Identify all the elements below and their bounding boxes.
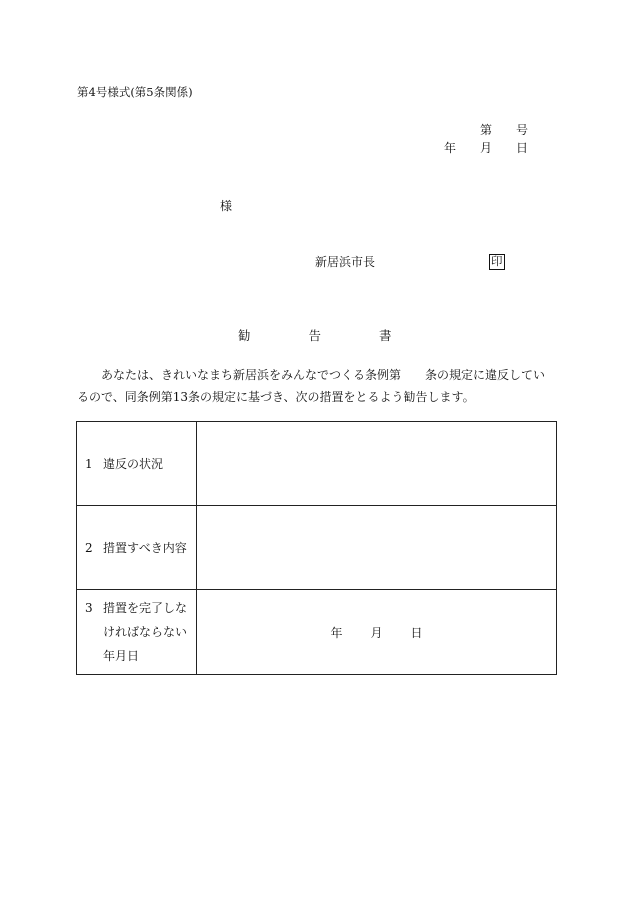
title-char-1: 勧 [238, 328, 251, 343]
date-day: 日 [516, 141, 529, 155]
row-label-cell [77, 506, 197, 590]
completion-deadline-field[interactable] [197, 590, 557, 675]
deadline-year: 年 [330, 625, 343, 640]
document-number-line [480, 124, 528, 136]
row-number: 2 [85, 540, 93, 555]
row-label-cell [77, 590, 197, 675]
body-part-2: 条の規定に違反しているので、同条例第13条の規定に基づき、次の措置をとるよう勧告します。 [77, 368, 546, 404]
violation-status-field[interactable] [197, 422, 557, 506]
row-number: 3 [85, 601, 93, 615]
issuer-name: 新居浜市長 [315, 255, 376, 269]
row-label-cell [77, 422, 197, 506]
row-label-line: 年月日 [103, 649, 140, 663]
table-row [77, 506, 557, 590]
row-number: 1 [85, 456, 93, 471]
deadline-day: 日 [410, 625, 423, 640]
date-year: 年 [444, 141, 457, 155]
required-measures-field[interactable] [197, 506, 557, 590]
row-label-line: 措置を完了しな [103, 601, 188, 615]
deadline-month: 月 [370, 625, 383, 640]
seal-stamp: 印 [491, 254, 503, 268]
row-label: 違反の状況 [103, 456, 164, 471]
row-label: 措置すべき内容 [103, 540, 187, 555]
recommendation-body [77, 364, 557, 408]
table-row [77, 590, 557, 675]
table-row [77, 422, 557, 506]
row-label-multiline [103, 596, 187, 668]
number-prefix: 第 [480, 123, 493, 137]
issue-date-line [444, 142, 528, 154]
measures-table [76, 421, 557, 675]
title-char-3: 書 [379, 328, 392, 343]
form-identifier: 第4号様式(第5条関係) [77, 85, 193, 99]
number-suffix: 号 [516, 123, 529, 137]
row-label-line: ければならない [103, 625, 188, 639]
document-title [238, 330, 392, 343]
title-char-2: 告 [308, 328, 322, 343]
addressee-suffix: 様 [220, 199, 233, 213]
date-month: 月 [480, 141, 493, 155]
body-part-1: あなたは、きれいなまち新居浜をみんなでつくる条例第 [101, 368, 402, 382]
